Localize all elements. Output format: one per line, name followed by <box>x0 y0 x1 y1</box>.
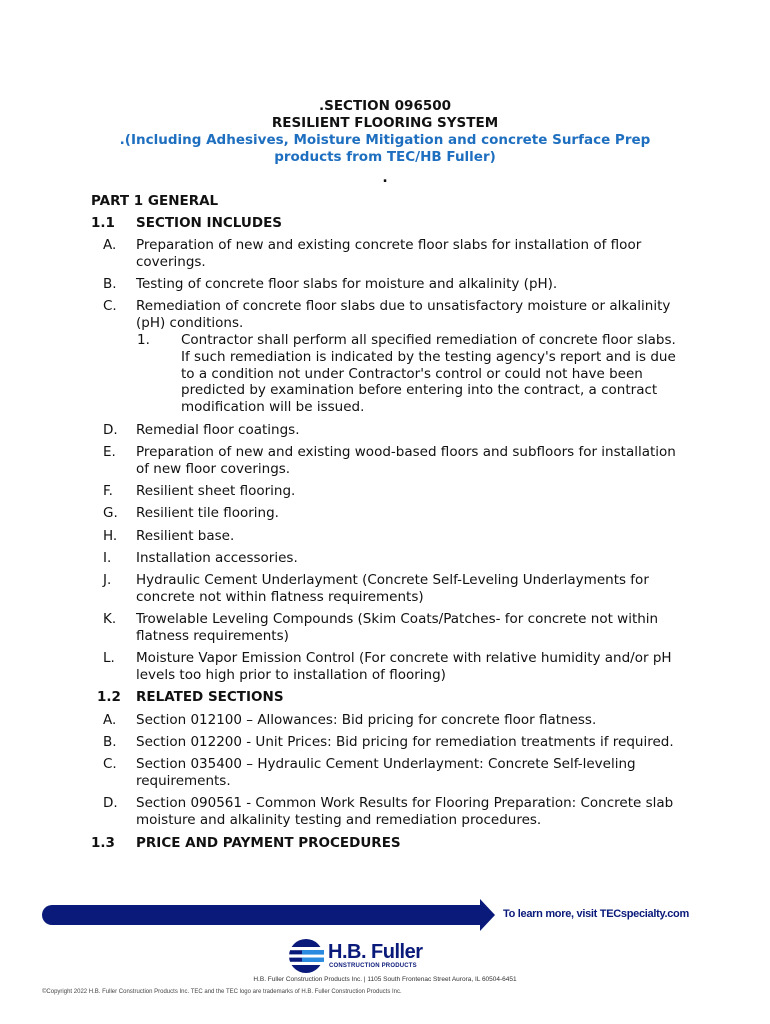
section-number: .SECTION 096500 <box>318 98 452 114</box>
item-text: Preparation of new and existing wood-based floors and subfloors for installation of new floor coverings. <box>136 443 676 477</box>
list-item <box>0 611 770 645</box>
list-item <box>0 550 770 567</box>
item-text: Trowelable Leveling Compounds (Skim Coats/Patches- for concrete not within flatness requirements) <box>136 611 659 645</box>
subsection-heading <box>0 215 770 232</box>
footer-bar <box>42 905 480 925</box>
learn-more-link[interactable]: To learn more, visit TECspecialty.com <box>503 908 689 920</box>
item-number: 1. <box>137 332 150 349</box>
item-letter: A. <box>103 237 117 254</box>
section-subtitle-line2: products from TEC/HB Fuller) <box>274 149 496 165</box>
list-item <box>0 795 770 829</box>
item-text: Remedial floor coatings. <box>136 421 300 438</box>
item-text: Section 012100 – Allowances: Bid pricing for concrete floor flatness. <box>136 711 597 728</box>
item-letter: I. <box>103 549 112 566</box>
item-letter: H. <box>103 527 118 544</box>
item-letter: A. <box>103 711 117 728</box>
subsection-title: PRICE AND PAYMENT PROCEDURES <box>136 834 401 851</box>
arrow-icon <box>480 899 495 931</box>
brand-subtitle: CONSTRUCTION PRODUCTS <box>329 963 417 969</box>
copyright-notice: ©Copyright 2022 H.B. Fuller Construction Products Inc. TEC and the TEC logo are trademarks of H.B. Fuller Construction Products Inc. <box>42 989 402 995</box>
item-letter: J. <box>103 572 112 589</box>
item-letter: D. <box>103 421 118 438</box>
section-title: RESILIENT FLOORING SYSTEM <box>271 115 499 131</box>
item-letter: D. <box>103 795 118 812</box>
item-letter: C. <box>103 756 117 773</box>
sub-list-item <box>0 332 770 416</box>
list-item <box>0 528 770 545</box>
list-item <box>0 650 770 684</box>
list-item <box>0 298 770 332</box>
list-item <box>0 734 770 751</box>
list-item <box>0 483 770 500</box>
item-text: Contractor shall perform all specified remediation of concrete floor slabs. If such remediation is indicated by the testing agency's report and is due to a condition not under Contractor's control or could not have been predicted by examination before entering into the contract, a contract modification will be issued. <box>181 332 676 416</box>
list-item <box>0 237 770 271</box>
item-text: Section 090561 - Common Work Results for Flooring Preparation: Concrete slab moisture and alkalinity testing and remediation procedures. <box>136 795 674 829</box>
item-letter: B. <box>103 734 117 751</box>
subsection-heading <box>0 689 770 706</box>
subsection-number: 1.1 <box>91 214 115 231</box>
item-text: Moisture Vapor Emission Control (For concrete with relative humidity and/or pH levels too high prior to installation of flooring) <box>136 650 672 684</box>
hb-fuller-logo-icon <box>288 938 324 974</box>
item-text: Remediation of concrete floor slabs due to unsatisfactory moisture or alkalinity (pH) conditions. <box>136 298 671 332</box>
subsection-title: RELATED SECTIONS <box>136 689 284 706</box>
item-text: Resilient base. <box>136 527 235 544</box>
subsection-title: SECTION INCLUDES <box>136 214 283 231</box>
list-item <box>0 756 770 790</box>
list-item <box>0 276 770 293</box>
header-dot: . <box>382 170 388 186</box>
subsection-number: 1.2 <box>97 689 121 706</box>
list-item <box>0 422 770 439</box>
subsection-heading <box>0 835 770 852</box>
part-heading: PART 1 GENERAL <box>91 193 219 209</box>
item-text: Hydraulic Cement Underlayment (Concrete Self-Leveling Underlayments for concrete not within flatness requirements) <box>136 572 649 605</box>
item-text: Section 012200 - Unit Prices: Bid pricing for remediation treatments if required. <box>136 734 674 751</box>
item-letter: E. <box>103 443 116 460</box>
item-letter: G. <box>103 505 118 522</box>
item-text: Testing of concrete floor slabs for moisture and alkalinity (pH). <box>136 276 558 293</box>
list-item <box>0 572 770 606</box>
item-text: Section 035400 – Hydraulic Cement Underlayment: Concrete Self-leveling requirements. <box>136 756 636 790</box>
list-item <box>0 505 770 522</box>
brand-name: H.B. Fuller <box>328 941 423 963</box>
list-item <box>0 444 770 478</box>
item-letter: K. <box>103 611 117 628</box>
list-item <box>0 712 770 729</box>
item-letter: L. <box>103 650 115 667</box>
subsection-number: 1.3 <box>91 834 115 851</box>
section-subtitle-line1: .(Including Adhesives, Moisture Mitigation and concrete Surface Prep <box>119 132 651 148</box>
item-text: Installation accessories. <box>136 549 298 566</box>
item-letter: F. <box>103 482 113 499</box>
item-letter: B. <box>103 276 117 293</box>
item-text: Resilient sheet flooring. <box>136 482 296 499</box>
company-address: H.B. Fuller Construction Products Inc. | 1105 South Frontenac Street Aurora, IL 60504-6451 <box>253 976 517 983</box>
item-text: Resilient tile flooring. <box>136 505 279 522</box>
item-text: Preparation of new and existing concrete floor slabs for installation of floor coverings. <box>136 237 642 270</box>
item-letter: C. <box>103 298 117 315</box>
spec-body <box>0 193 770 857</box>
